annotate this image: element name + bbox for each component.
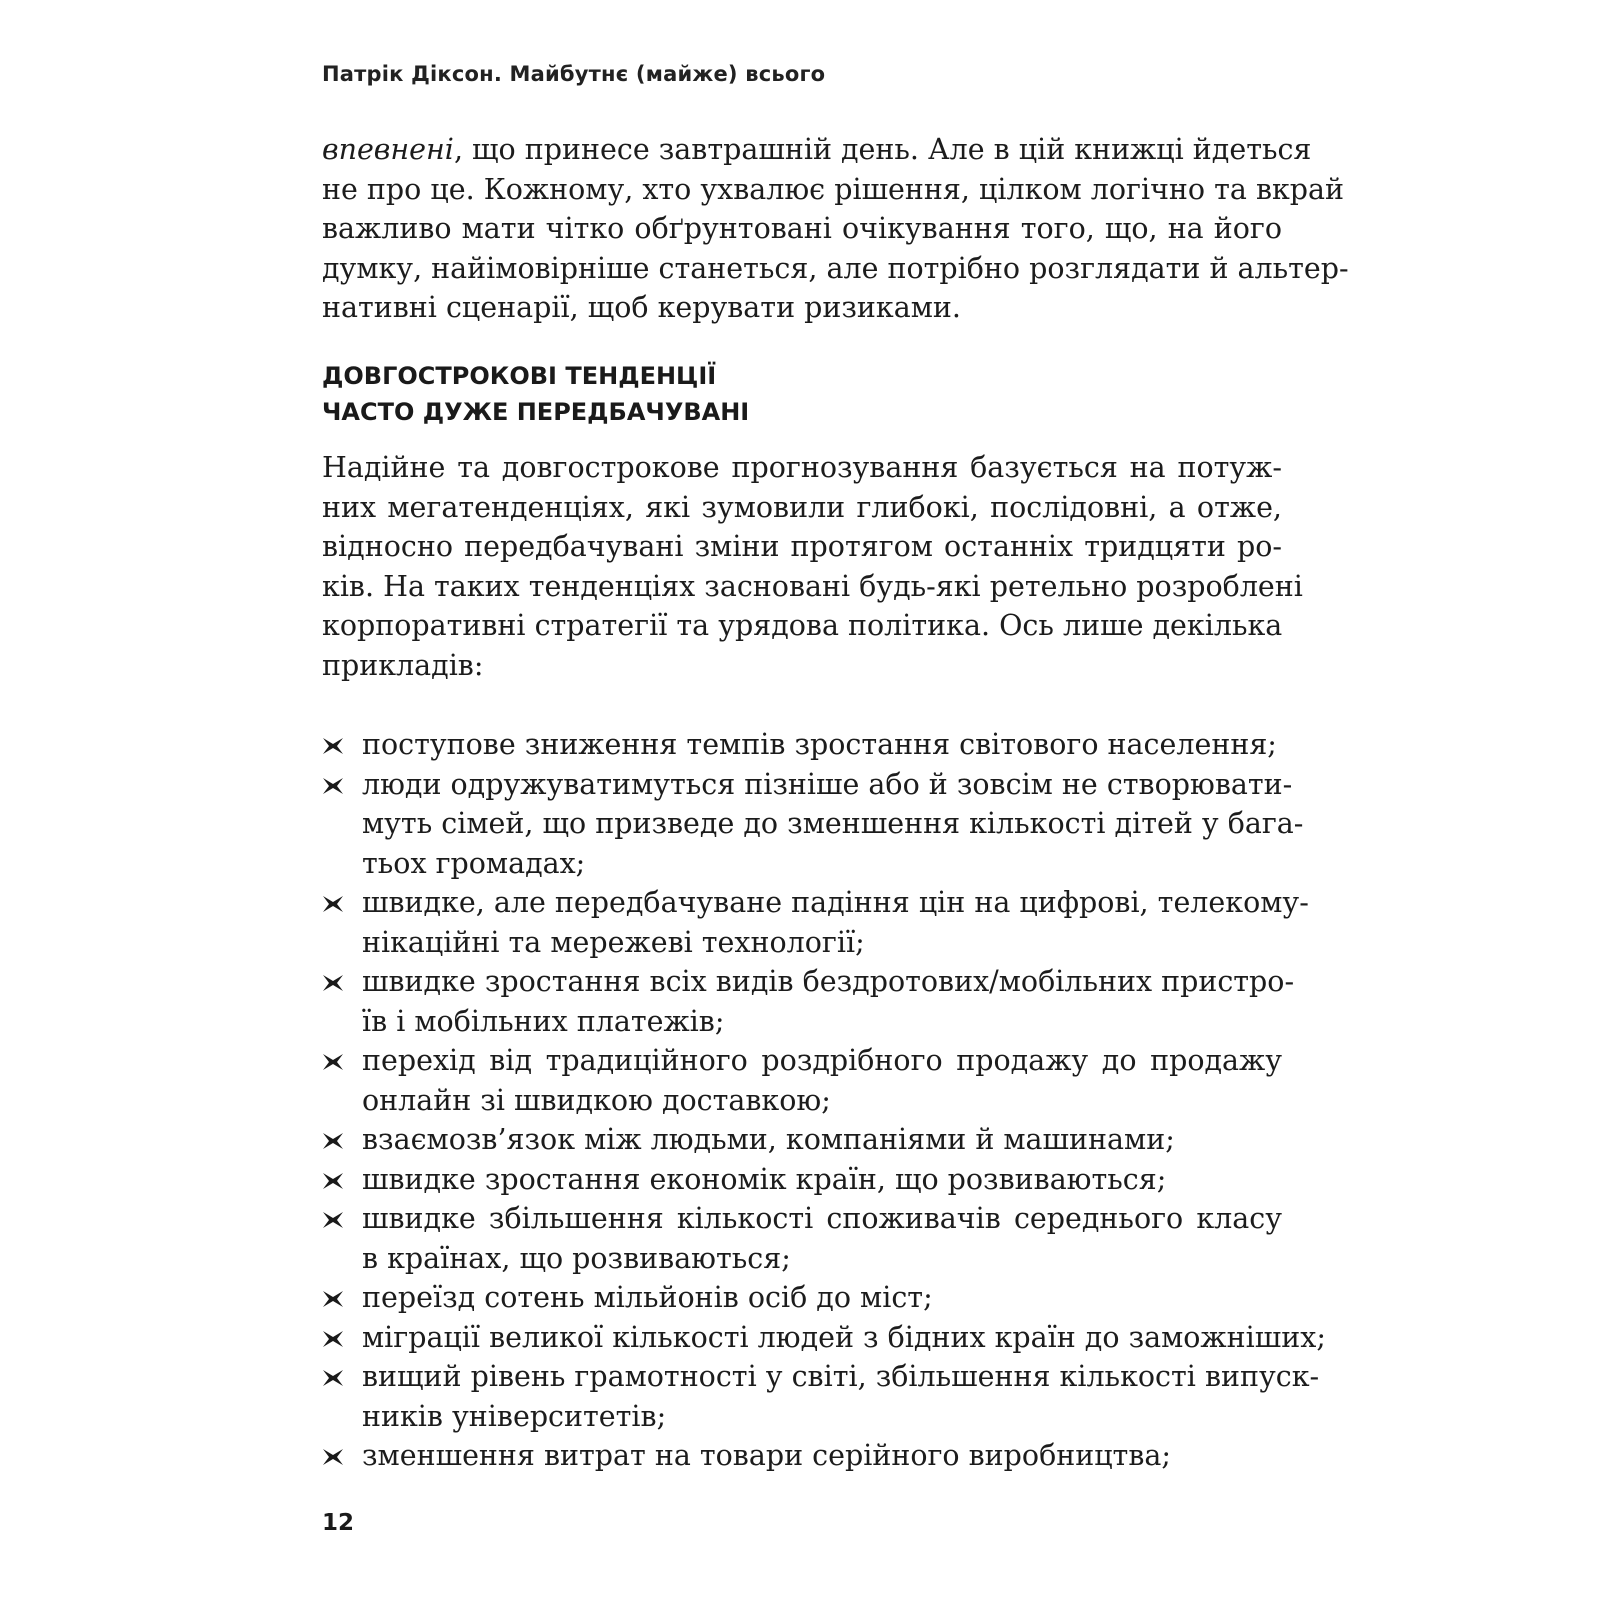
star-bullet-icon: [322, 1330, 344, 1348]
list-item-line: швидке зростання всіх видів бездротових/мобільних пристро-: [362, 965, 1295, 998]
list-item: [322, 1199, 1282, 1278]
star-bullet-icon: [322, 1448, 344, 1466]
star-bullet-icon: [322, 737, 344, 755]
list-item-line: їв і мобільних платежів;: [362, 1004, 725, 1038]
intro-line: нативні сценарії, щоб керувати ризиками.: [322, 291, 961, 324]
star-bullet-icon: [322, 1132, 344, 1150]
intro-line-1: [322, 130, 1312, 170]
intro-paragraph: [322, 130, 1349, 328]
list-item: [322, 1041, 1282, 1120]
list-item: [322, 883, 1309, 962]
list-item-line: муть сімей, що призведе до зменшення кількості дітей у бага-: [362, 807, 1304, 840]
list-item-line: швидке зростання економік країн, що розвиваються;: [362, 1162, 1167, 1196]
intro-line: думку, найімовірніше станеться, але потрібно розглядати й альтер-: [322, 251, 1349, 285]
body-line: ків. На таких тенденціях засновані будь-які ретельно розроблені: [322, 569, 1303, 603]
section-heading-line: ЧАСТО ДУЖЕ ПЕРЕДБАЧУВАНІ: [322, 398, 750, 426]
list-item: [322, 1318, 1326, 1358]
star-bullet-icon: [322, 895, 344, 913]
body-line: прикладів:: [322, 648, 484, 682]
list-item: [322, 1120, 1282, 1160]
list-item: [322, 765, 1304, 884]
star-bullet-icon: [322, 1290, 344, 1308]
list-item-line: нікаційні та мережеві технології;: [362, 925, 865, 959]
page-number: 12: [322, 1510, 355, 1536]
star-bullet-icon: [322, 1053, 344, 1071]
list-item-line: поступове зниження темпів зростання світового населення;: [362, 728, 1277, 761]
star-bullet-icon: [322, 1211, 344, 1229]
list-item-line: в країнах, що розвиваються;: [362, 1241, 791, 1275]
intro-line: важливо мати чітко обґрунтовані очікування того, що, на його: [322, 212, 1282, 245]
list-item-line: онлайн зі швидкою доставкою;: [362, 1083, 831, 1117]
body-line: Надійне та довгострокове прогнозування базується на потуж-: [322, 451, 1282, 484]
star-bullet-icon: [322, 1369, 344, 1387]
running-head: Патрік Діксон. Майбутнє (майже) всього: [322, 62, 826, 86]
list-item-line: взаємозв’язок між людьми, компаніями й машинами;: [362, 1123, 1175, 1156]
list-item-line: міграції великої кількості людей з бідних країн до заможніших;: [362, 1320, 1326, 1354]
list-item-line: швидке збільшення кількості споживачів середнього класу: [362, 1202, 1282, 1235]
trend-list: [322, 725, 1326, 1476]
list-item: [322, 1278, 1282, 1318]
star-bullet-icon: [322, 974, 344, 992]
star-bullet-icon: [322, 777, 344, 795]
list-item: [322, 962, 1295, 1041]
list-item-line: люди одружуватимуться пізніше або й зовсім не створювати-: [362, 767, 1293, 801]
list-item: [322, 1160, 1282, 1200]
list-item-line: вищий рівень грамотності у світі, збільшення кількості випуск-: [362, 1360, 1320, 1393]
list-item-line: переїзд сотень мільйонів осіб до міст;: [362, 1281, 933, 1314]
list-item: [322, 1436, 1282, 1476]
star-bullet-icon: [322, 1172, 344, 1190]
list-item-line: зменшення витрат на товари серійного виробництва;: [362, 1439, 1171, 1472]
body-line: них мегатенденціях, які зумовили глибокі, послідовні, а отже,: [322, 490, 1282, 524]
section-heading: [322, 358, 749, 430]
intro-line-1-rest: , що принесе завтрашній день. Але в цій книжці йдеться: [453, 133, 1312, 166]
list-item-line: швидке, але передбачуване падіння цін на цифрові, телекому-: [362, 886, 1309, 919]
list-item-line: ників університетів;: [362, 1399, 667, 1433]
body-line: відносно передбачувані зміни протягом останніх тридцяти ро-: [322, 530, 1282, 563]
list-item: [322, 725, 1282, 765]
intro-line: не про це. Кожному, хто ухвалює рішення, цілком логічно та вкрай: [322, 172, 1345, 206]
body-paragraph: [322, 448, 1303, 685]
intro-italic-word: впевнені: [322, 133, 454, 166]
list-item-line: тьох громадах;: [362, 846, 586, 880]
list-item-line: перехід від традиційного роздрібного продажу до продажу: [362, 1044, 1282, 1077]
list-item: [322, 1357, 1320, 1436]
section-heading-line: ДОВГОСТРОКОВІ ТЕНДЕНЦІЇ: [322, 362, 717, 390]
body-line: корпоративні стратегії та урядова політика. Ось лише декілька: [322, 609, 1283, 642]
